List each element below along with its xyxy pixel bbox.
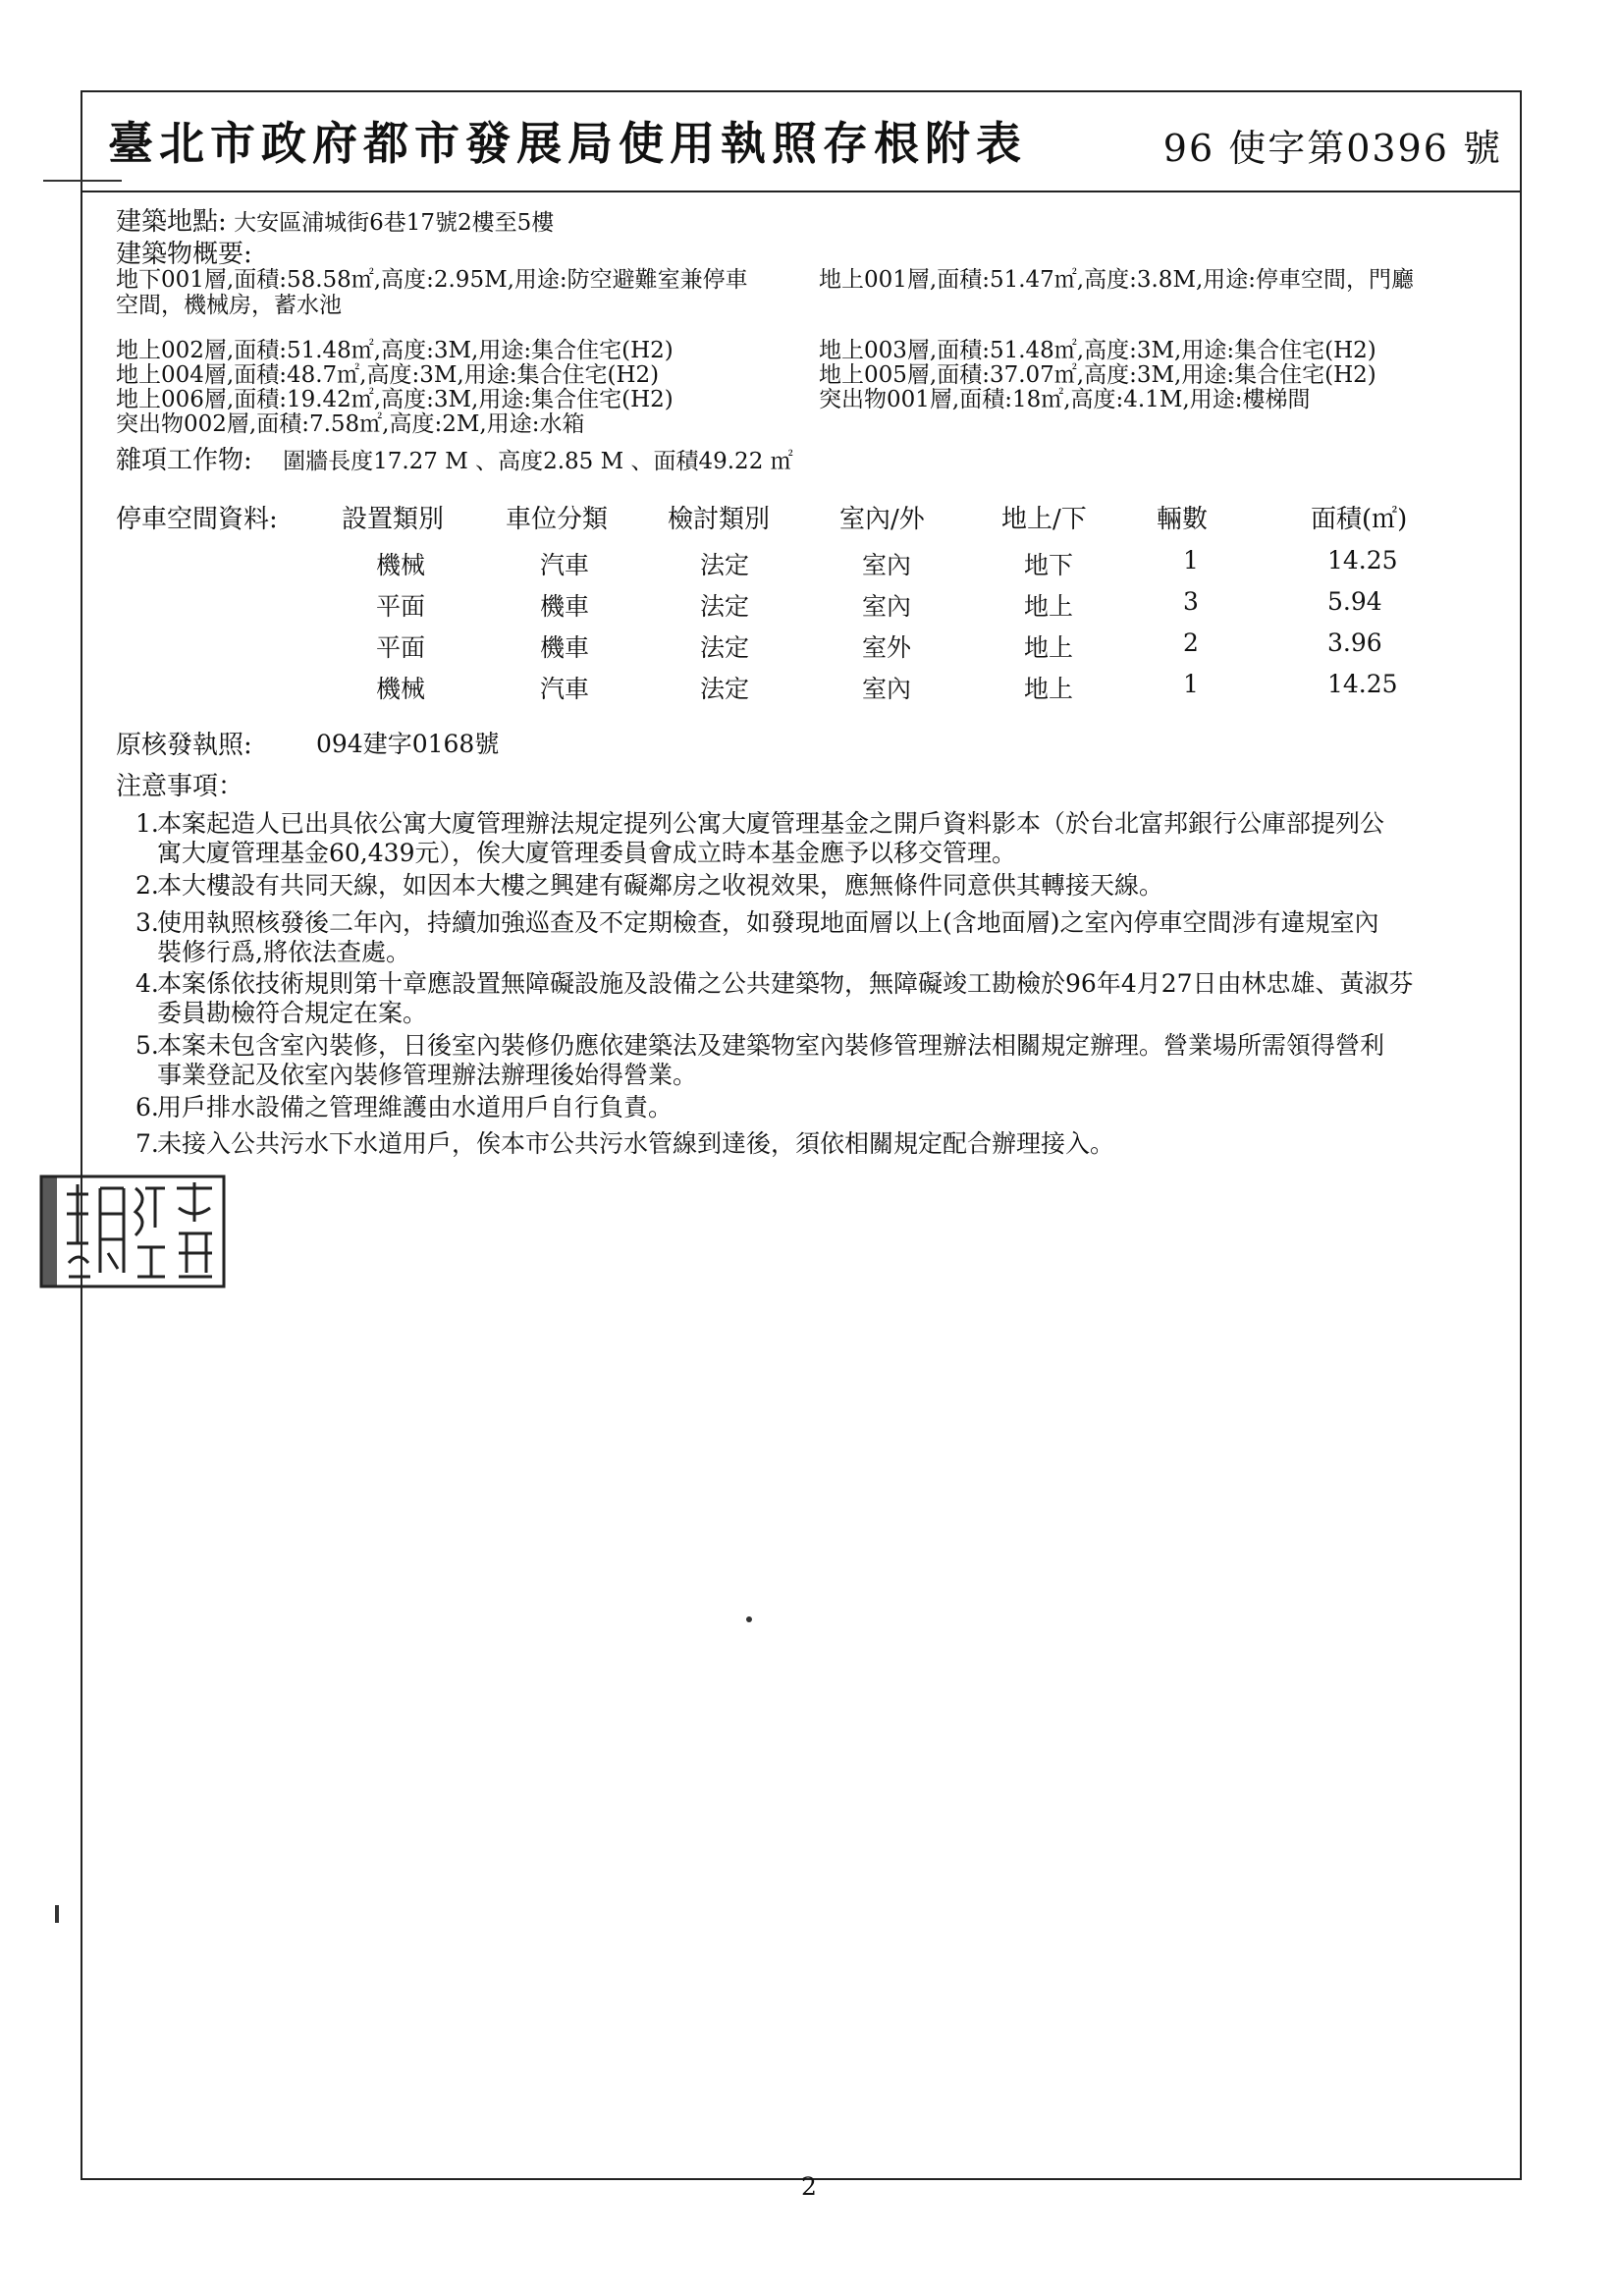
floor-f1: 地上001層,面積:51.47㎡,高度:3.8M,用途:停車空間，門廳 [819,267,1415,293]
floor-r1: 突出物001層,面積:18㎡,高度:4.1M,用途:樓梯間 [819,387,1311,412]
parking-cell: 14.25 [1327,670,1398,698]
floor-f5: 地上005層,面積:37.07㎡,高度:3M,用途:集合住宅(H2) [819,362,1376,388]
note-number: 7. [135,1129,159,1158]
location-label: 建築地點: [116,207,227,237]
note-text: 使用執照核發後二年內，持續加強巡查及不定期檢查，如發現地面層以上(含地面層)之室內停車空間涉有違規室內 [157,908,1379,937]
note-text: 事業登記及依室內裝修管理辦法辦理後始得營業。 [157,1061,698,1089]
parking-cell: 室內 [862,551,912,579]
parking-cell: 5.94 [1327,587,1382,616]
parking-header: 地上/下 [1001,505,1087,534]
note-item-2 [135,871,1510,901]
official-seal-stamp [39,1175,226,1288]
parking-cell: 法定 [700,551,750,579]
note-item-3 [135,908,1510,967]
note-text: 裝修行爲,將依法查處。 [157,938,410,966]
permit-number: 96 使字第0396 號 [1162,127,1502,170]
parking-header: 設置類別 [342,505,445,534]
note-item-6 [135,1093,1510,1122]
note-text: 本大樓設有共同天線，如因本大樓之興建有礙鄰房之收視效果，應無條件同意供其轉接天線。 [157,871,1164,900]
parking-cell: 地上 [1024,633,1074,662]
scan-artifact [746,1616,752,1622]
original-permit-label: 原核發執照: [116,731,252,760]
parking-cell: 法定 [700,633,750,662]
parking-cell: 1 [1183,546,1199,574]
parking-cell: 室內 [862,675,912,703]
original-permit-value: 094建字0168號 [316,730,500,758]
note-number: 2. [135,871,159,900]
parking-header: 車位分類 [506,505,609,534]
floor-f4: 地上004層,面積:48.7㎡,高度:3M,用途:集合住宅(H2) [116,362,660,388]
document-title: 臺北市政府都市發展局使用執照存根附表 [108,117,1027,170]
note-item-7 [135,1129,1510,1159]
floor-f3: 地上003層,面積:51.48㎡,高度:3M,用途:集合住宅(H2) [819,338,1376,363]
scan-artifact [43,180,122,182]
parking-header: 面積(㎡) [1311,505,1408,534]
page-number: 2 [801,2172,817,2201]
notes-label: 注意事項： [116,772,244,801]
misc-label: 雜項工作物: [116,446,252,475]
parking-cell: 地上 [1024,675,1074,703]
parking-cell: 機械 [376,551,426,579]
floor-f2: 地上002層,面積:51.48㎡,高度:3M,用途:集合住宅(H2) [116,338,674,363]
note-number: 3. [135,908,159,937]
parking-cell: 機械 [376,675,426,703]
floor-f1-cont: 空間，機械房，蓄水池 [116,293,342,318]
parking-cell: 室內 [862,592,912,621]
parking-cell: 地上 [1024,592,1074,621]
note-text: 本案未包含室內裝修，日後室內裝修仍應依建築法及建築物室內裝修管理辦法相關規定辦理。營業場所需領得營利 [157,1031,1385,1060]
floor-f6: 地上006層,面積:19.42㎡,高度:3M,用途:集合住宅(H2) [116,387,674,412]
parking-header: 檢討類別 [668,505,771,534]
misc-row [116,448,793,474]
note-item-5 [135,1031,1510,1090]
note-text: 委員勘檢符合規定在案。 [157,999,428,1027]
note-number: 6. [135,1093,159,1121]
parking-cell: 平面 [376,633,426,662]
misc-value: 圍牆長度17.27 M 、高度2.85 M 、面積49.22 ㎡ [283,449,793,474]
parking-cell: 3.96 [1327,629,1382,657]
location-value: 大安區浦城街6巷17號2樓至5樓 [234,210,555,236]
note-text: 寓大廈管理基金60,439元），俟大廈管理委員會成立時本基金應予以移交管理。 [157,839,1016,867]
parking-label: 停車空間資料: [116,505,278,534]
parking-cell: 平面 [376,592,426,621]
overview-label: 建築物概要: [116,240,252,269]
parking-cell: 1 [1183,670,1199,698]
note-number: 4. [135,969,159,998]
parking-cell: 2 [1183,629,1199,657]
note-item-1 [135,809,1510,868]
header-bar [81,90,1522,192]
parking-cell: 法定 [700,592,750,621]
parking-cell: 法定 [700,675,750,703]
parking-cell: 機車 [540,592,590,621]
note-number: 1. [135,809,159,838]
parking-cell: 3 [1183,587,1199,616]
floor-b1: 地下001層,面積:58.58㎡,高度:2.95M,用途:防空避難室兼停車 [116,267,748,293]
parking-cell: 機車 [540,633,590,662]
parking-cell: 地下 [1024,551,1074,579]
note-text: 本案起造人已出具依公寓大廈管理辦法規定提列公寓大廈管理基金之開戶資料影本（於台北富邦銀行公庫部提列公 [157,809,1385,838]
location-row [116,209,554,236]
note-text: 本案係依技術規則第十章應設置無障礙設施及設備之公共建築物，無障礙竣工勘檢於96年4月27日由林忠雄、黃淑芬 [157,969,1414,998]
note-text: 未接入公共污水下水道用戶，俟本市公共污水管線到達後，須依相關規定配合辦理接入。 [157,1129,1115,1158]
note-item-4 [135,969,1510,1028]
parking-cell: 14.25 [1327,546,1398,574]
scan-artifact [55,1905,59,1923]
floor-r2: 突出物002層,面積:7.58㎡,高度:2M,用途:水箱 [116,411,585,437]
parking-cell: 汽車 [540,675,590,703]
note-text: 用戶排水設備之管理維護由水道用戶自行負責。 [157,1093,674,1121]
parking-header: 室內/外 [839,505,925,534]
parking-header: 輛數 [1157,505,1209,534]
parking-cell: 室外 [862,633,912,662]
note-number: 5. [135,1031,159,1060]
parking-cell: 汽車 [540,551,590,579]
